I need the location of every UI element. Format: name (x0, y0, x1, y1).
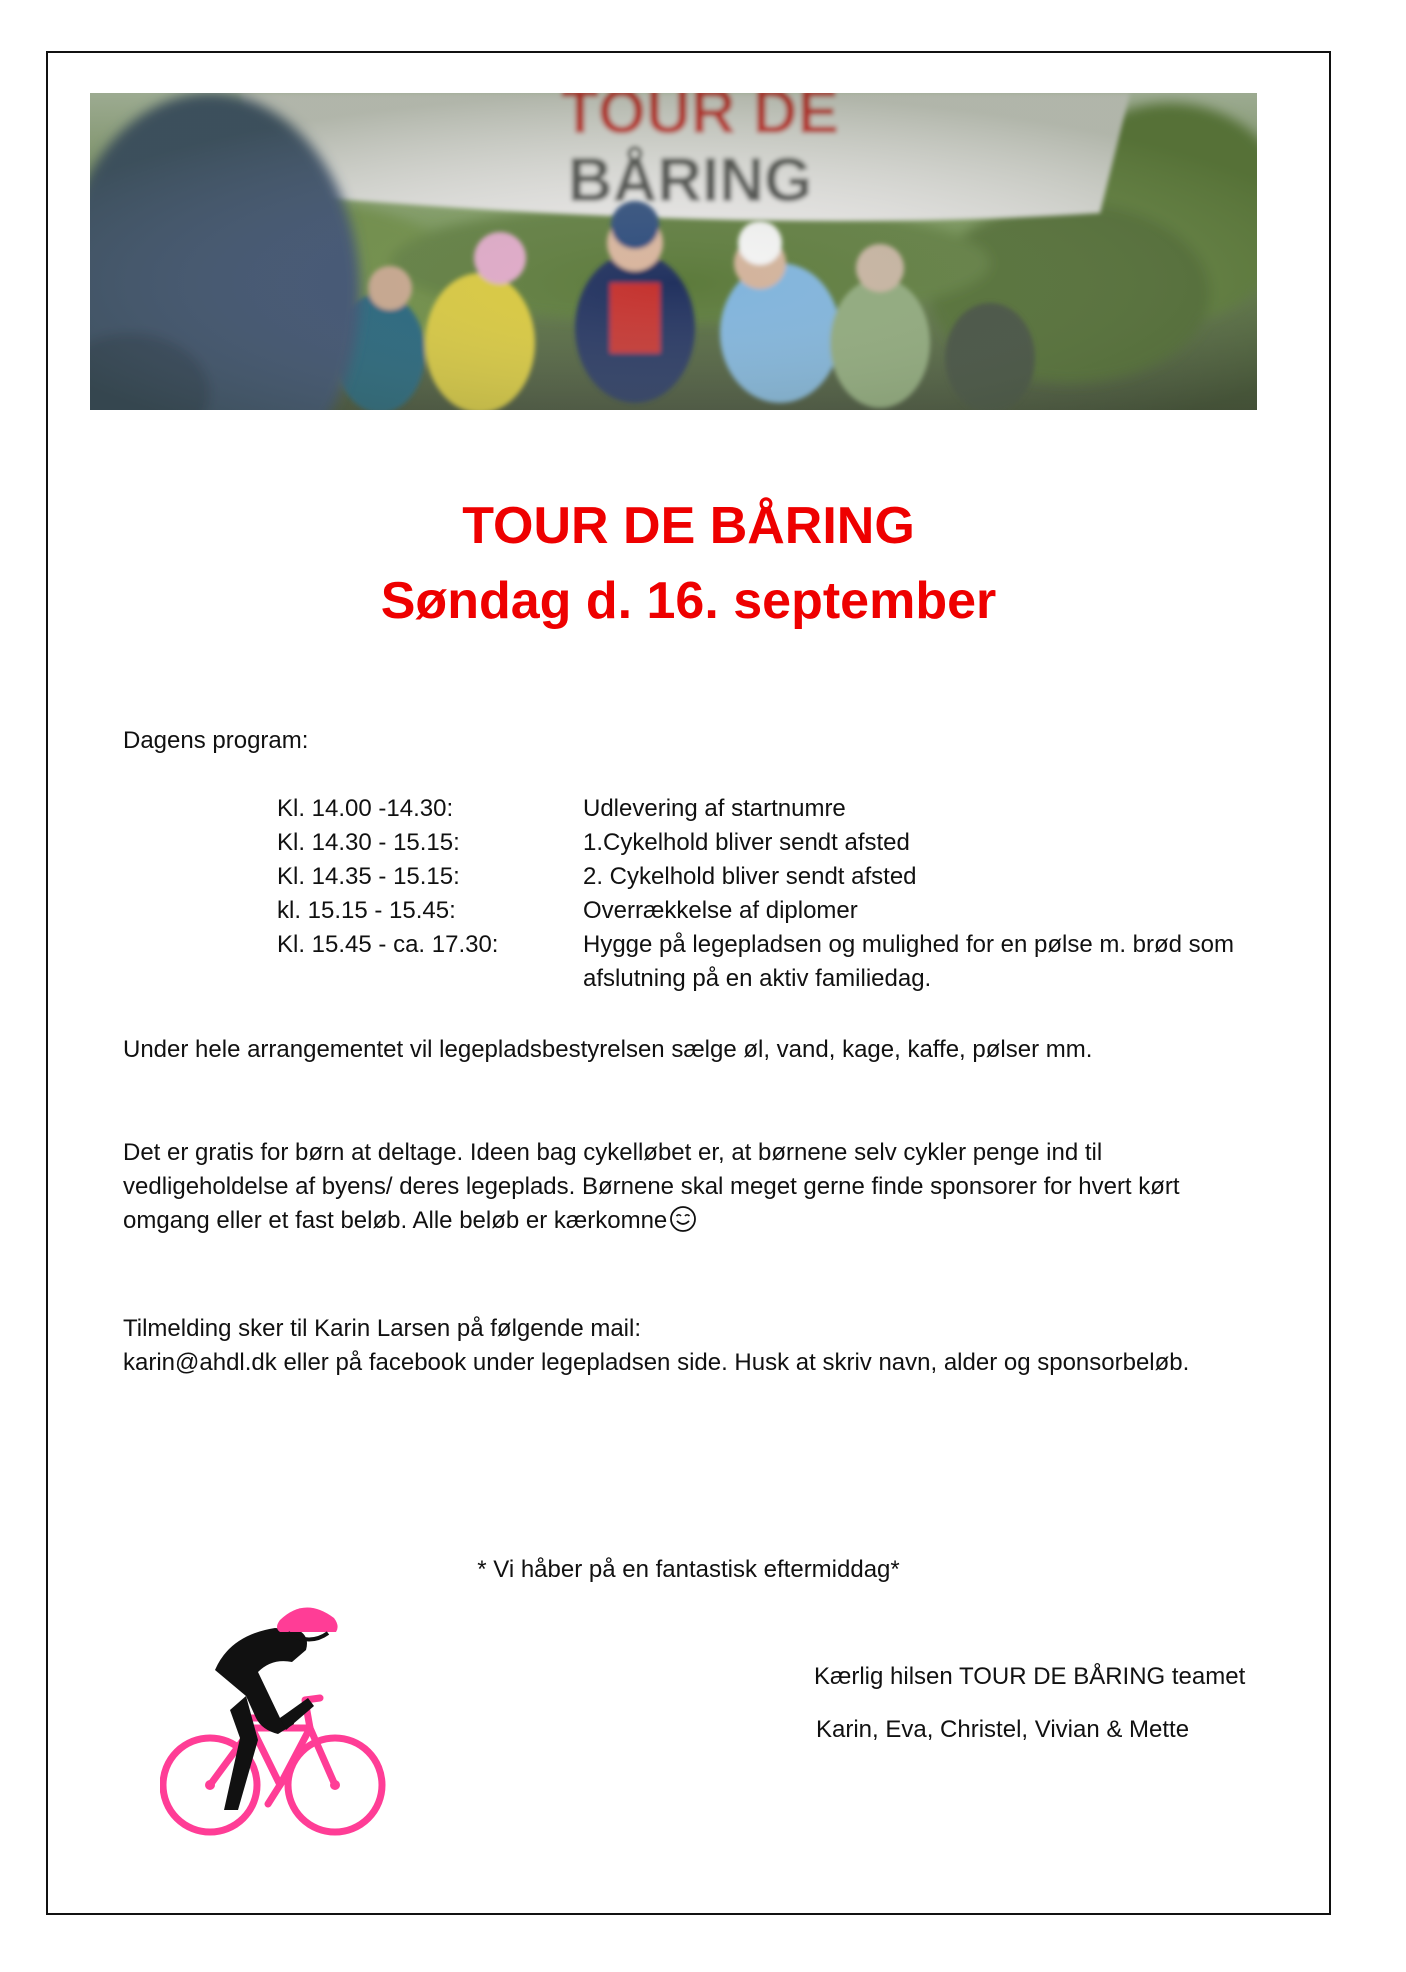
smiley-icon (669, 1205, 697, 1243)
hero-photo (90, 93, 1257, 410)
schedule-time: kl. 15.15 - 15.45: (277, 897, 456, 924)
signup-details: karin@ahdl.dk eller på facebook under legepladsen side. Husk at skriv navn, alder og sponsorbeløb. (123, 1349, 1190, 1376)
program-heading: Dagens program: (123, 727, 309, 754)
schedule-time: Kl. 14.30 - 15.15: (277, 829, 460, 856)
cyclists-banner-image (90, 93, 1257, 410)
signup-intro: Tilmelding sker til Karin Larsen på følgende mail: (123, 1315, 642, 1342)
schedule-time: Kl. 14.35 - 15.15: (277, 863, 460, 890)
schedule-row (277, 894, 1277, 928)
schedule-time: Kl. 14.00 -14.30: (277, 795, 454, 822)
team-names: Karin, Eva, Christel, Vivian & Mette (816, 1716, 1190, 1743)
schedule-activity: Overrækkelse af diplomer (583, 897, 858, 924)
program-schedule (277, 792, 1277, 996)
closing-wish: * Vi håber på en fantastisk eftermiddag* (477, 1556, 900, 1583)
schedule-activity: 1.Cykelhold bliver sendt afsted (583, 829, 910, 856)
closing-greeting: Kærlig hilsen TOUR DE BÅRING teamet (814, 1663, 1246, 1690)
schedule-row (277, 860, 1277, 894)
schedule-row (277, 792, 1277, 826)
schedule-time: Kl. 15.45 - ca. 17.30: (277, 931, 499, 958)
schedule-activity: Udlevering af startnumre (583, 795, 846, 822)
event-date: Søndag d. 16. september (380, 572, 997, 630)
free-participation-text: Det er gratis for børn at deltage. Ideen bag cykelløbet er, at børnene selv cykler penge ind til vedligeholdelse af byens/ deres legeplads. Børnene skal meget gerne finde sponsorer for hvert kørt omgang eller et fast beløb. Alle beløb er kærkomne (123, 1139, 1180, 1234)
cyclist-icon (160, 1600, 390, 1840)
schedule-activity: Hygge på legepladsen og mulighed for en pølse m. brød som afslutning på en aktiv familiedag. (583, 931, 1235, 992)
schedule-row (277, 826, 1277, 860)
schedule-row (277, 928, 1277, 996)
sales-paragraph: Under hele arrangementet vil legepladsbestyrelsen sælge øl, vand, kage, kaffe, pølser mm. (123, 1036, 1093, 1063)
schedule-activity: 2. Cykelhold bliver sendt afsted (583, 863, 917, 890)
signup-paragraph (123, 1312, 1243, 1380)
event-title: TOUR DE BÅRING (462, 497, 915, 555)
free-participation-paragraph (123, 1136, 1243, 1243)
